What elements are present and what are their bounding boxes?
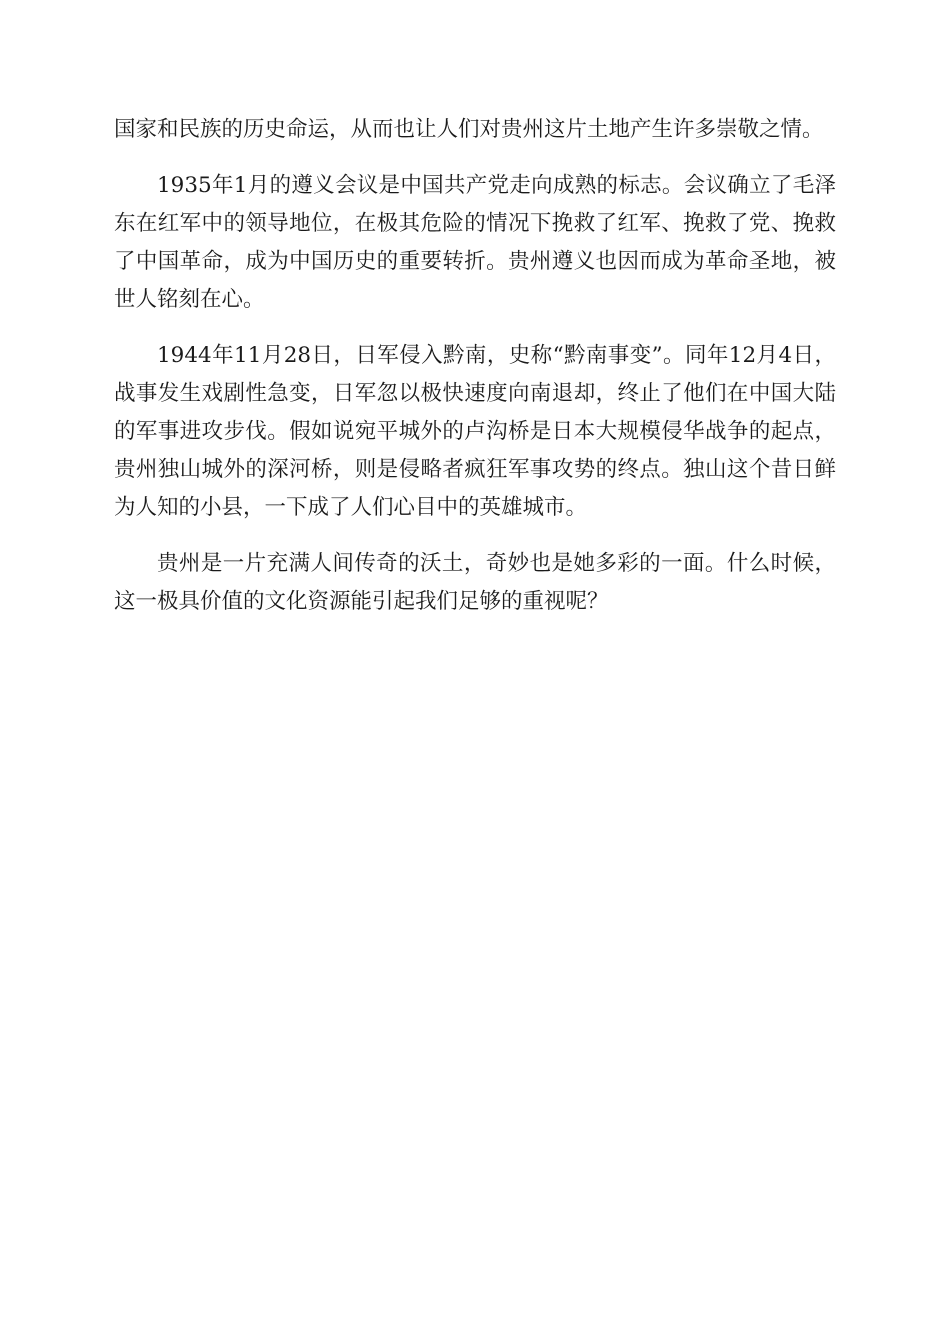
paragraph-guizhou-closing: 贵州是一片充满人间传奇的沃土，奇妙也是她多彩的一面。什么时候，这一极具价值的文化资源能引起我们足够的重视呢？ bbox=[114, 551, 836, 614]
paragraph-qiannan-incident: 1944年11月28日，日军侵入黔南，史称“黔南事变”。同年12月4日，战事发生戏剧性急变，日军忽以极快速度向南退却，终止了他们在中国大陆的军事进攻步伐。假如说宛平城外的卢沟桥是日本大规模侵华战争的起点，贵州独山城外的深河桥，则是侵略者疯狂军事攻势的终点。独山这个昔日鲜为人知的小县，一下成了人们心目中的英雄城市。 bbox=[114, 343, 836, 520]
paragraph-continuation: 国家和民族的历史命运，从而也让人们对贵州这片土地产生许多崇敬之情。 bbox=[114, 117, 824, 142]
document-body bbox=[114, 111, 836, 639]
paragraph-zunyi-conference: 1935年1月的遵义会议是中国共产党走向成熟的标志。会议确立了毛泽东在红军中的领导地位，在极其危险的情况下挽救了红军、挽救了党、挽救了中国革命，成为中国历史的重要转折。贵州遵义也因而成为革命圣地，被世人铭刻在心。 bbox=[114, 173, 836, 312]
